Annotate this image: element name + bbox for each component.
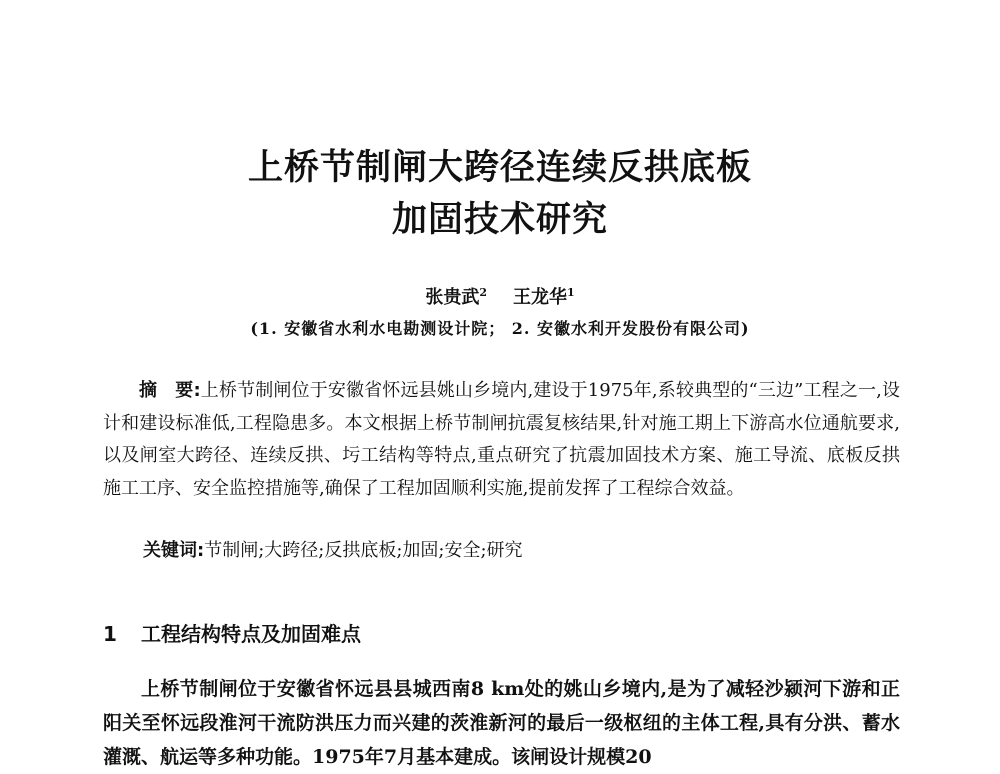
paper-title-line-2: 加固技术研究	[391, 200, 608, 240]
author-list	[0, 283, 1000, 309]
author-name: 王龙华	[513, 287, 567, 308]
abstract-text: 上桥节制闸位于安徽省怀远县姚山乡境内,建设于1975年,系较典型的“三边”工程之一,设计和建设标准低,工程隐患多。本文根据上桥节制闸抗震复核结果,针对施工期上下游高水位通航要求,以及闸室大跨径、连续反拱、圬工结构等特点,重点研究了抗震加固技术方案、施工导流、底板反拱施工工序、安全监控措施等,确保了工程加固顺利实施,提前发挥了工程综合效益。	[103, 380, 901, 499]
paper-title-line-1: 上桥节制闸大跨径连续反拱底板	[247, 148, 752, 188]
section-number: 1	[103, 622, 117, 646]
affiliations: (1. 安徽省水利水电勘测设计院； 2. 安徽水利开发股份有限公司)	[250, 319, 750, 338]
keywords	[143, 535, 523, 567]
section-heading	[103, 618, 361, 647]
author-affiliation-mark: 2	[479, 286, 487, 299]
abstract	[103, 375, 900, 505]
keywords-text: 节制闸;大跨径;反拱底板;加固;安全;研究	[204, 540, 523, 561]
body-paragraph: 上桥节制闸位于安徽省怀远县县城西南8 km处的姚山乡境内,是为了减轻沙颍河下游和正阳关至怀远段淮河干流防洪压力而兴建的茨淮新河的最后一级枢纽的主体工程,具有分洪、蓄水灌溉、航运等多种功能。1975年7月基本建成。该闸设计规模20	[103, 678, 900, 768]
abstract-label: 摘 要:	[139, 380, 201, 401]
author-name: 张贵武	[425, 287, 480, 308]
keywords-label: 关键词:	[143, 540, 205, 561]
section-title: 工程结构特点及加固难点	[141, 622, 361, 646]
author-affiliation-mark: 1	[567, 286, 575, 299]
